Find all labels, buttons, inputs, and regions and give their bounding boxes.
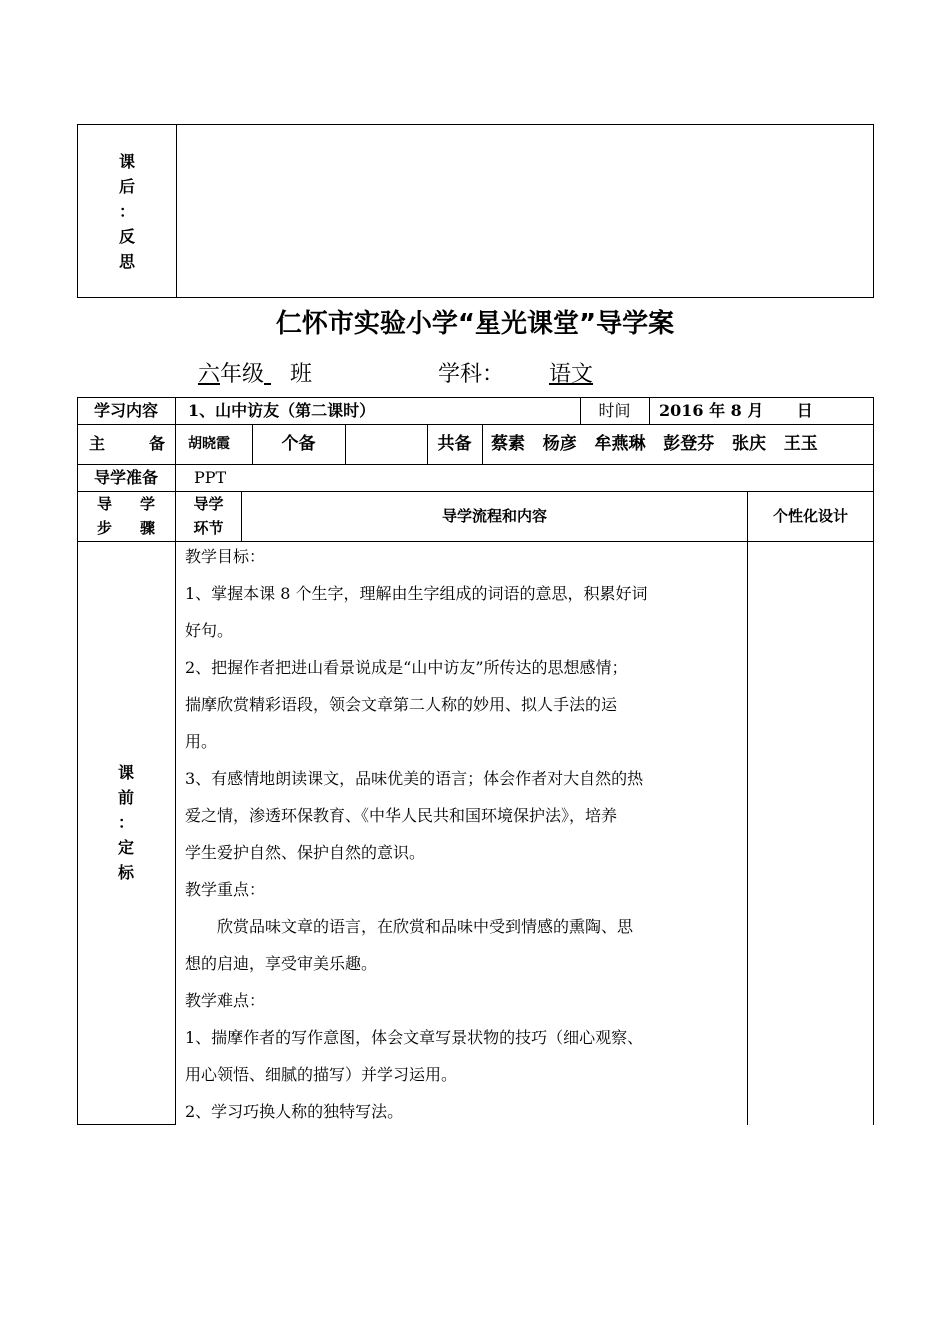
content-line: 1、揣摩作者的写作意图，体会文章写景状物的技巧（细心观察、	[185, 1028, 644, 1047]
content-line: 教学难点：	[185, 991, 266, 1010]
personal-design-header: 个性化设计	[772, 507, 848, 525]
content-line: 好句。	[185, 621, 234, 640]
content-line: 教学重点：	[185, 880, 266, 899]
shared-prep-members: 蔡素 杨彦 牟燕琳 彭登芬 张庆 王玉	[491, 434, 818, 454]
content-line: 3、有感情地朗读课文，品味优美的语言；体会作者对大自然的热	[185, 769, 644, 788]
subject-value: 语文	[549, 362, 594, 387]
subject-line	[438, 360, 638, 390]
content-line: 2、把握作者把进山看景说成是“山中访友”所传达的思想感情；	[185, 658, 628, 677]
content-value: 1、山中访友（第二课时）	[188, 401, 376, 420]
reflection-label: 课 后 ： 反 思	[118, 152, 135, 271]
grade-value: 六	[197, 362, 220, 387]
reflection-table	[77, 124, 874, 298]
shared-prep-label: 共备	[437, 434, 472, 454]
section-label-pre-class: 课 前 ： 定 标	[117, 763, 134, 882]
link-header: 导学 环节	[193, 495, 224, 537]
grade-line	[168, 360, 312, 390]
content-line: 1、掌握本课 8 个生字，理解由生字组成的词语的意思，积累好词	[185, 584, 648, 603]
content-label: 学习内容	[93, 401, 158, 420]
content-line: 用心领悟、细腻的描写）并学习运用。	[185, 1065, 458, 1084]
reflection-content-cell	[177, 125, 873, 297]
content-line: 用。	[185, 732, 218, 751]
grade-suffix: 年级	[220, 362, 265, 387]
flow-header: 导学流程和内容	[441, 507, 547, 525]
teaching-objectives-content	[185, 538, 745, 1130]
content-line: 教学目标：	[185, 547, 266, 566]
lesson-plan-table	[77, 397, 874, 1125]
time-label: 时间	[598, 401, 631, 420]
individual-prep-label: 个备	[281, 434, 316, 454]
content-line: 爱之情，渗透环保教育、《中华人民共和国环境保护法》，培养	[185, 806, 618, 825]
lead-preparer-value: 胡晓霞	[188, 436, 230, 452]
content-line: 2、学习巧换人称的独特写法。	[185, 1102, 404, 1121]
prep-materials-value: PPT	[194, 468, 227, 487]
prep-materials-label: 导学准备	[93, 468, 158, 487]
page-title: 仁怀市实验小学“星光课堂”导学案	[275, 309, 675, 339]
personal-design-cell	[748, 542, 873, 1124]
individual-prep-value	[346, 424, 427, 464]
time-value: 2016 年 8 月 日	[659, 401, 813, 420]
class-blank	[264, 360, 290, 390]
subject-label: 学科：	[438, 362, 505, 387]
class-suffix: 班	[290, 362, 313, 387]
step-header: 导 学 步 骤	[97, 495, 155, 537]
content-line: 学生爱护自然、保护自然的意识。	[185, 843, 426, 862]
content-line: 揣摩欣赏精彩语段，领会文章第二人称的妙用、拟人手法的运	[185, 695, 618, 714]
lead-preparer-label: 主 备	[89, 434, 165, 453]
content-line: 欣赏品味文章的语言，在欣赏和品味中受到情感的熏陶、思	[185, 917, 634, 936]
content-line: 想的启迪，享受审美乐趣。	[185, 954, 378, 973]
